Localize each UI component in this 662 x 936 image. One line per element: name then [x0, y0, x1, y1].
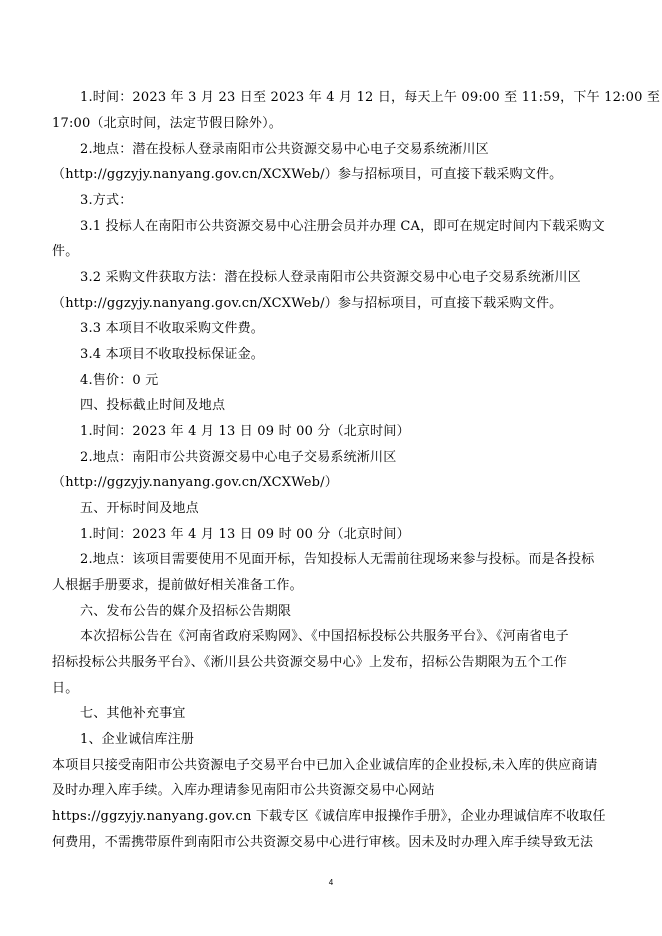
section-heading: 四、投标截止时间及地点 [80, 398, 226, 413]
text-line: 2.地点：潜在投标人登录南阳市公共资源交易中心电子交易系统淅川区 [80, 142, 489, 157]
text-line: 3.方式： [80, 193, 133, 208]
page-number: 4 [328, 878, 334, 887]
text-line: 件。 [52, 244, 79, 259]
text-line: 3.1 投标人在南阳市公共资源交易中心注册会员并办理 CA，即可在规定时间内下载采购文 [80, 219, 605, 234]
text-line: 1.时间：2023 年 4 月 13 日 09 时 00 分（北京时间） [80, 424, 410, 439]
text-line: https://ggzyjy.nanyang.gov.cn 下载专区《诚信库申报操作手册》，企业办理诚信库不收取任 [52, 809, 606, 824]
section-heading: 七、其他补充事宜 [80, 706, 186, 721]
text-line: 4.售价：0 元 [80, 373, 159, 388]
text-line: 2.地点：南阳市公共资源交易中心电子交易系统淅川区 [80, 450, 397, 465]
text-line: 1.时间：2023 年 3 月 23 日至 2023 年 4 月 12 日，每天上午 09:00 至 11:59，下午 12:00 至 [80, 90, 661, 105]
text-line: （http://ggzyjy.nanyang.gov.cn/XCXWeb/）参与招标项目，可直接下载采购文件。 [52, 296, 563, 311]
text-line: 1.时间：2023 年 4 月 13 日 09 时 00 分（北京时间） [80, 527, 410, 542]
text-line: （http://ggzyjy.nanyang.gov.cn/XCXWeb/）参与招标项目，可直接下载采购文件。 [52, 167, 563, 182]
text-line: （http://ggzyjy.nanyang.gov.cn/XCXWeb/） [52, 475, 338, 490]
text-line: 何费用，不需携带原件到南阳市公共资源交易中心进行审核。因未及时办理入库手续导致无法 [52, 835, 594, 850]
text-line: 17:00（北京时间，法定节假日除外）。 [52, 116, 282, 131]
section-heading: 六、发布公告的媒介及招标公告期限 [80, 604, 292, 619]
text-line: 3.4 本项目不收取投标保证金。 [80, 347, 265, 362]
text-line: 3.2 采购文件获取方法：潜在投标人登录南阳市公共资源交易中心电子交易系统淅川区 [80, 270, 581, 285]
text-line: 3.3 本项目不收取采购文件费。 [80, 321, 265, 336]
text-line: 本次招标公告在《河南省政府采购网》、《中国招标投标公共服务平台》、《河南省电子 [80, 629, 569, 644]
text-line: 招标投标公共服务平台》、《淅川县公共资源交易中心》上发布，招标公告期限为五个工作 [52, 655, 568, 670]
text-line: 2.地点：该项目需要使用不见面开标，告知投标人无需前往现场来参与投标。而是各投标 [80, 552, 595, 567]
text-line: 及时办理入库手续。入库办理请参见南阳市公共资源交易中心网站 [52, 783, 435, 798]
text-line: 日。 [52, 681, 79, 696]
sub-heading: 1、企业诚信库注册 [80, 732, 195, 747]
text-line: 本项目只接受南阳市公共资源电子交易平台中已加入企业诚信库的企业投标,未入库的供应商请 [52, 758, 598, 773]
section-heading: 五、开标时间及地点 [80, 501, 199, 516]
text-line: 人根据手册要求，提前做好相关准备工作。 [52, 578, 303, 593]
